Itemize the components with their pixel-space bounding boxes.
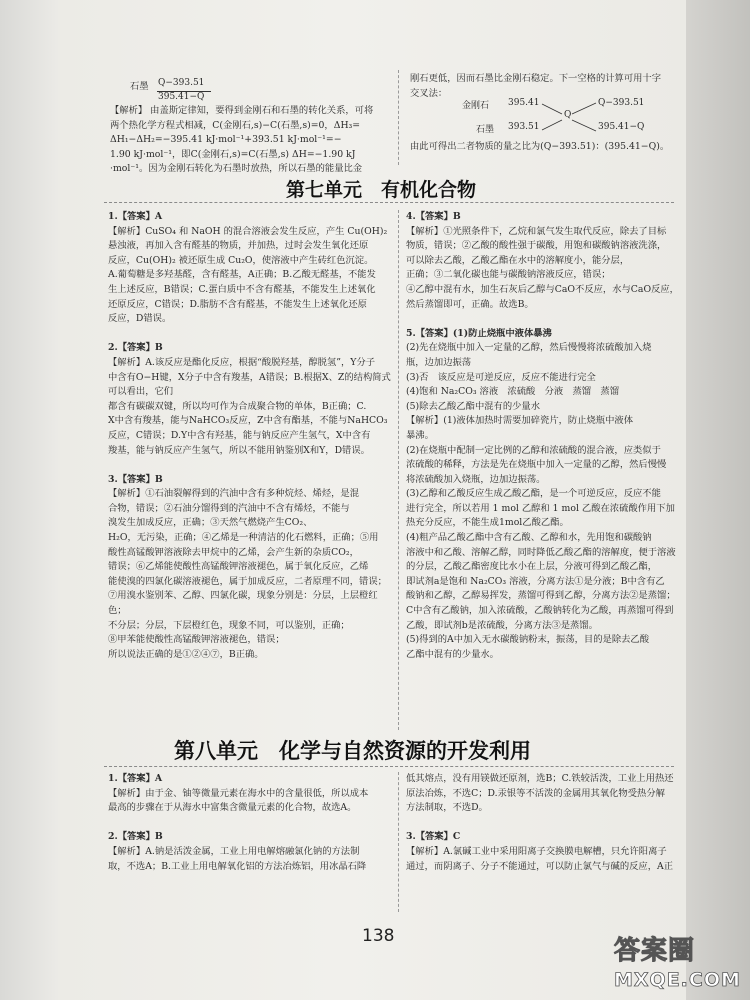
unit8-top-rule	[104, 766, 674, 767]
formula-denominator: 395.41−Q	[158, 92, 205, 102]
cross-graphite-label: 石墨	[476, 125, 495, 135]
top-left-analysis: 【解析】 由盖斯定律知，要得到金刚石和石墨的转化关系，可将 两个热化学方程式相减，C(金刚石,s)−C(石墨,s)=0，ΔH₃= ΔH₁−ΔH₂=−395.41 kJ·mol⁻¹+393.51 kJ·mol⁻¹=− 1.90 kJ·mol⁻¹，即C(金刚石,s)=C(石墨,s) ΔH=−1.90 kJ ·mol⁻¹。因为金刚石转化为石墨时放热，所以石墨的能量比金	[110, 105, 374, 175]
cross-diamond-value: 395.41	[508, 98, 540, 108]
cross-diamond-label: 金刚石	[462, 101, 490, 111]
unit7-column-divider	[398, 210, 399, 730]
page-number: 138	[362, 926, 395, 946]
unit8-column-divider	[398, 772, 399, 912]
cross-lines	[540, 100, 600, 134]
watermark-logo: 答案圈 MXQE.COM	[614, 936, 741, 991]
cross-graphite-value: 393.51	[508, 122, 540, 132]
unit7-right-column: 4.【答案】B 【解析】①光照条件下，乙烷和氯气发生取代反应，除去了目标 物质，错误；②乙酸的酸性强于碳酸，用饱和碳酸钠溶液洗涤， 可以除去乙酸，乙酸乙酯在水中的溶解度小，能分层， 正确；③二氧化碳也能与碳酸钠溶液反应，错误； ④乙醇中混有水，加生石灰后乙醇与CaO不反应，水与CaO反应， 然后蒸馏即可，正确。故选B。 5.【答案】(1)防止烧瓶中液体暴沸 (2)先在烧瓶中加入一定量的乙醇，然后慢慢将浓硫酸加入烧 瓶，边加边振荡 (3)否 该反应是可逆反应，反应不能进行完全 (4)饱和 Na₂CO₃ 溶液 浓硫酸 分液 蒸馏 蒸馏 (5)除去乙酸乙酯中混有的少量水 【解析】(1)液体加热时需要加碎瓷片，防止烧瓶中液体 暴沸。 (2)在烧瓶中配制一定比例的乙醇和浓硫酸的混合液，应类似于 浓硫酸的稀释，方法是先在烧瓶中加入一定量的乙醇，然后慢慢 将浓硫酸加入烧瓶，边加边振荡。 (3)乙醇和乙酸反应生成乙酸乙酯，是一个可逆反应，反应不能 进行完全，所以若用 1 mol 乙醇和 1 mol 乙酸在浓硫酸作用下加 热充分反应，不能生成1mol乙酸乙酯。 (4)粗产品乙酸乙酯中含有乙酸、乙醇和水，先用饱和碳酸钠 溶液中和乙酸、溶解乙醇，同时降低乙酸乙酯的溶解度，便于溶液 的分层，乙酸乙酯密度比水小在上层，分液可得到乙酸乙酯， 即试剂a是饱和 Na₂CO₃ 溶液，分离方法①是分液；B中含有乙 酸钠和乙醇，乙醇易挥发，蒸馏可得到乙醇，分离方法②是蒸馏； C中含有乙酸钠，加入浓硫酸，乙酸钠转化为乙酸，再蒸馏可得到 乙酸，即试剂b是浓硫酸，分离方法③是蒸馏。 (5)得到的A中加入无水碳酸钠粉末，振荡，目的是除去乙酸 乙酯中混有的少量水。	[406, 211, 679, 660]
adjacent-page-edge	[686, 0, 750, 1000]
cross-right-value-1: Q−393.51	[598, 98, 645, 108]
unit7-left-column: 1.【答案】A 【解析】CuSO₄ 和 NaOH 的混合溶液会发生反应，产生 Cu(OH)₂ 悬浊液，再加入含有醛基的物质，并加热，过时会发生氧化还原 反应，Cu(OH)₂ 被还原生成 Cu₂O，使溶液中产生砖红色沉淀。 A.葡萄糖是多羟基醛，含有醛基，A正确；B.乙酸无醛基，不能发 生上述反应，B错误；C.蛋白质中不含有醛基，不能发生上述氧化 还原反应，C错误；D.脂肪不含有醛基，不能发生上述氧化还原 反应，D错误。 2.【答案】B 【解析】A.该反应是酯化反应，根据“酸脱羟基，醇脱氢”，Y分子 中含有O−H键，X分子中含有羧基，A错误；B.根据X、Z的结构简式可以看出，它们 都含有碳碳双键，所以均可作为合成聚合物的单体，B正确；C. X中含有羧基，能与NaHCO₃反应，Z中含有酯基，不能与NaHCO₃ 反应，C错误；D.Y中含有羟基，能与钠反应产生氢气，X中含有 羧基，能与钠反应产生氢气，所以不能用钠鉴别X和Y，D错误。 3.【答案】B 【解析】①石油裂解得到的汽油中含有多种烷烃、烯烃，是混 合物，错误；②石油分馏得到的汽油中不含有烯烃，不能与 溴发生加成反应，正确；③天然气燃烧产生CO₂、 H₂O，无污染，正确；④乙烯是一种清洁的化石燃料，正确；⑤用 酸性高锰酸钾溶液除去甲烷中的乙烯，会产生新的杂质CO₂， 错误；⑥乙烯能使酸性高锰酸钾溶液褪色，属于氧化反应，乙烯 能使溴的四氯化碳溶液褪色，属于加成反应，二者原理不同，错误； ⑦用溴水鉴别苯、乙醇、四氯化碳，现象分别是：分层，上层橙红色； 不分层；分层，下层橙红色，现象不同，可以鉴别，正确； ⑧甲苯能使酸性高锰酸钾溶液褪色，错误； 所以说法正确的是①②④⑦，B正确。	[108, 211, 391, 660]
unit8-left-column: 1.【答案】A 【解析】由于金、铀等微量元素在海水中的含量很低，所以成本 最高的步骤在于从海水中富集含微量元素的化合物，故选A。 2.【答案】B 【解析】A.钠是活泼金属，工业上用电解熔融氯化钠的方法制 取，不选A；B.工业上用电解氧化铝的方法冶炼铝，用冰晶石降	[108, 773, 369, 872]
column-divider	[398, 70, 399, 165]
book-page	[58, 0, 686, 1000]
cross-right-value-2: 395.41−Q	[598, 122, 645, 132]
top-right-text: 刚石更低，因而石墨比金刚石稳定。下一空格的计算可用十字 交叉法：	[410, 73, 662, 99]
formula-numerator: Q−393.51	[158, 78, 205, 88]
cross-center: Q	[564, 110, 572, 120]
unit7-top-rule	[104, 202, 674, 203]
cross-conclusion: 由此可得出二者物质的量之比为(Q−393.51)：(395.41−Q)。	[410, 141, 670, 152]
unit7-title: 第七单元 有机化合物	[286, 179, 477, 201]
formula-line: 石墨	[130, 81, 149, 92]
unit8-right-column: 低其熔点，没有用镁做还原剂，选B；C.铁较活泼，工业上用热还 原法冶炼，不选C；D.汞银等不活泼的金属用其氧化物受热分解 方法制取，不选D。 3.【答案】C 【解析】A.氯碱工业中采用阳离子交换膜电解槽，只允许阳离子 通过，而阴离子、分子不能通过，可以防止氯气与碱的反应，A正	[406, 773, 674, 872]
unit8-title: 第八单元 化学与自然资源的开发利用	[174, 738, 531, 763]
